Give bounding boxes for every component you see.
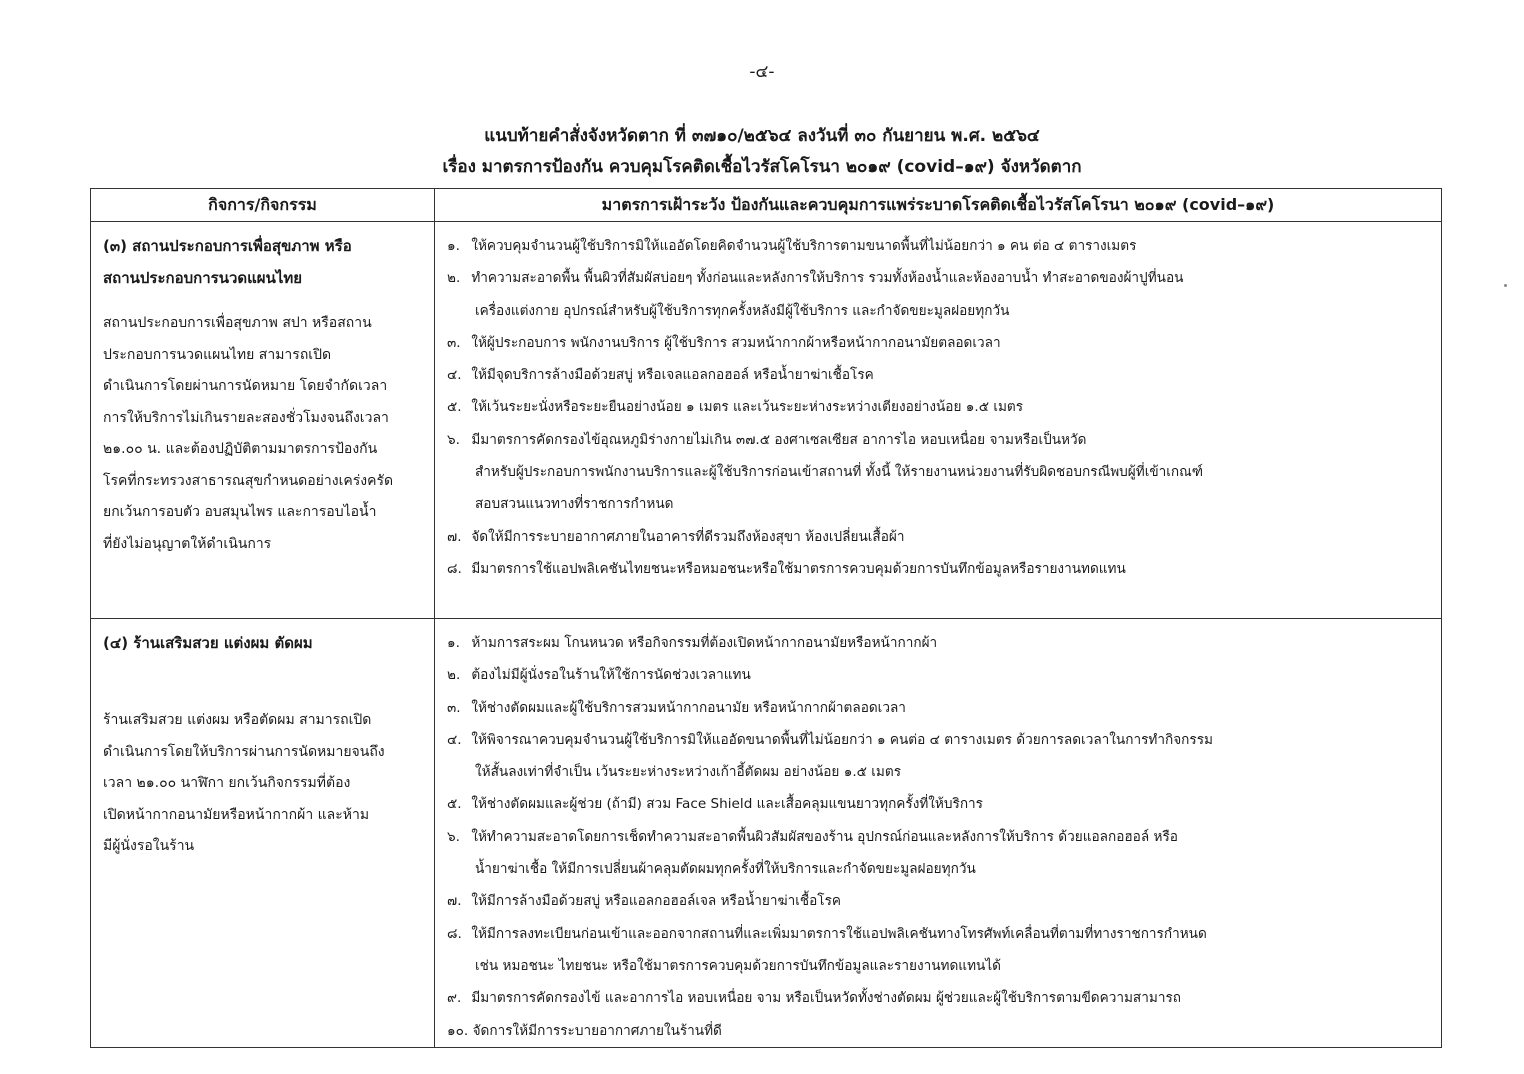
measures-cell [435, 619, 1442, 1048]
item-text: ทำความสะอาดพื้น พื้นผิวที่สัมผัสบ่อยๆ ทั้งก่อนและหลังการให้บริการ รวมทั้งห้องน้ำและห้องอาบน้ำ ทำสะอาดของผ้าปูที่นอน [471, 270, 1184, 287]
item-continuation: ให้สั้นลงเท่าที่จำเป็น เว้นระยะห่างระหว่างเก้าอี้ตัดผม อย่างน้อย ๑.๕ เมตร [475, 764, 901, 781]
activity-cell [91, 222, 435, 619]
item-continuation: น้ำยาฆ่าเชื้อ ให้มีการเปลี่ยนผ้าคลุมตัดผมทุกครั้งที่ให้บริการและกำจัดขยะมูลฝอยทุกวัน [475, 861, 976, 878]
item-number: ๖. [447, 431, 460, 448]
measures-cell [435, 222, 1442, 619]
measure-item [439, 821, 1437, 886]
scan-speck [1504, 284, 1507, 287]
table-header-row [91, 189, 1442, 222]
item-number: ๑๐. [447, 1022, 469, 1039]
description-line: เวลา ๒๑.๐๐ นาฬิกา ยกเว้นกิจกรรมที่ต้อง [103, 775, 351, 791]
item-text: มีมาตรการคัดกรองไข้อุณหภูมิร่างกายไม่เกิน ๓๗.๕ องศาเซลเซียส อาการไอ หอบเหนื่อย จามหรือเป็นหวัด [471, 431, 1087, 448]
measure-item [439, 327, 1437, 359]
measure-item [439, 627, 1437, 659]
item-number: ๙. [447, 990, 462, 1007]
description-line: สถานประกอบการเพื่อสุขภาพ สปา หรือสถาน [103, 315, 372, 331]
description-line: ดำเนินการโดยผ่านการนัดหมาย โดยจำกัดเวลา [103, 378, 388, 394]
measure-item [439, 391, 1437, 423]
measure-item [439, 230, 1437, 262]
item-text: ให้เว้นระยะนั่งหรือระยะยืนอย่างน้อย ๑ เมตร และเว้นระยะห่างระหว่างเตียงอย่างน้อย ๑.๕ เมตร [471, 399, 1024, 416]
measure-item [439, 262, 1437, 327]
item-number: ๑. [447, 238, 460, 254]
item-continuation: เช่น หมอชนะ ไทยชนะ หรือใช้มาตรการควบคุมด้วยการบันทึกข้อมูลและรายงานทดแทนได้ [475, 957, 1001, 974]
measure-item [439, 788, 1437, 820]
activity-title: สถานประกอบการนวดแผนไทย [103, 269, 303, 287]
description-line: มีผู้นั่งรอในร้าน [103, 838, 195, 854]
item-text: จัดให้มีการระบายอากาศภายในอาคารที่ดีรวมถึงห้องสุขา ห้องเปลี่ยนเสื้อผ้า [471, 528, 905, 545]
item-number: ๕. [447, 796, 462, 813]
item-number: ๘. [447, 925, 462, 942]
item-continuation: สอบสวนแนวทางที่ราชการกำหนด [475, 496, 674, 513]
measure-item [439, 692, 1437, 724]
measure-item [439, 359, 1437, 391]
description-line: ๒๑.๐๐ น. และต้องปฏิบัติตามมาตรการป้องกัน [103, 441, 378, 457]
measure-item [439, 982, 1437, 1014]
item-number: ๒. [447, 270, 461, 287]
item-text: ให้มีการลงทะเบียนก่อนเข้าและออกจากสถานที่และเพิ่มมาตรการใช้แอปพลิเคชันทางโทรศัพท์เคลื่อนที่ตามที่ทางราชการกำหนด [471, 925, 1207, 942]
activity-cell [91, 619, 435, 1048]
description-line: โรคที่กระทรวงสาธารณสุขกำหนดอย่างเคร่งครัด [103, 472, 394, 489]
item-number: ๑. [447, 635, 460, 651]
item-text: มีมาตรการใช้แอปพลิเคชันไทยชนะหรือหมอชนะหรือใช้มาตรการควบคุมด้วยการบันทึกข้อมูลหรือรายงานทดแทน [471, 560, 1126, 577]
header-measures: มาตรการเฝ้าระวัง ป้องกันและควบคุมการแพร่ระบาดโรคติดเชื้อไวรัสโคโรนา ๒๐๑๙ (covid–๑๙) [435, 189, 1442, 222]
measure-item [439, 1015, 1437, 1047]
table-row [91, 619, 1442, 1048]
item-text: ให้มีการล้างมือด้วยสบู่ หรือแอลกอฮอล์เจล หรือน้ำยาฆ่าเชื้อโรค [471, 893, 841, 910]
activity-title: (๔) ร้านเสริมสวย แต่งผม ตัดผม [103, 634, 313, 652]
measure-item [439, 659, 1437, 691]
document-subject: เรื่อง มาตรการป้องกัน ควบคุมโรคติดเชื้อไวรัสโคโรนา ๒๐๑๙ (covid–๑๙) จังหวัดตาก [442, 157, 1082, 177]
item-text: ให้ช่างตัดผมและผู้ใช้บริการสวมหน้ากากอนามัย หรือหน้ากากผ้าตลอดเวลา [471, 699, 906, 716]
item-number: ๗. [447, 528, 462, 545]
item-text: ให้ผู้ประกอบการ พนักงานบริการ ผู้ใช้บริการ สวมหน้ากากผ้าหรือหน้ากากอนามัยตลอดเวลา [471, 334, 1001, 351]
header-activity: กิจการ/กิจกรรม [91, 189, 435, 222]
activity-description [103, 705, 424, 863]
measure-item [439, 885, 1437, 917]
page-number: -๔- [749, 62, 775, 82]
item-number: ๓. [447, 699, 461, 716]
measure-item [439, 521, 1437, 553]
item-text: จัดการให้มีการระบายอากาศภายในร้านที่ดี [472, 1022, 722, 1039]
description-line: เปิดหน้ากากอนามัยหรือหน้ากากผ้า และห้าม [103, 806, 370, 823]
description-line: ดำเนินการโดยให้บริการผ่านการนัดหมายจนถึง [103, 743, 385, 760]
activity-description [103, 308, 424, 560]
table-row [91, 222, 1442, 619]
item-text: ให้ควบคุมจำนวนผู้ใช้บริการมิให้แออัดโดยคิดจำนวนผู้ใช้บริการตามขนาดพื้นที่ไม่น้อยกว่า ๑ คน ต่อ ๔ ตารางเมตร [471, 238, 1137, 254]
item-text: ห้ามการสระผม โกนหนวด หรือกิจกรรมที่ต้องเปิดหน้ากากอนามัยหรือหน้ากากผ้า [471, 635, 938, 651]
item-number: ๔. [447, 731, 462, 748]
description-line: ที่ยังไม่อนุญาตให้ดำเนินการ [103, 535, 272, 552]
measure-item [439, 918, 1437, 983]
measure-item [439, 724, 1437, 789]
item-text: มีมาตรการคัดกรองไข้ และอาการไอ หอบเหนื่อย จาม หรือเป็นหวัดทั้งช่างตัดผม ผู้ช่วยและผู้ใช้บริการตามขีดความสามารถ [471, 990, 1181, 1007]
item-text: ให้ทำความสะอาดโดยการเช็ดทำความสะอาดพื้นผิวสัมผัสของร้าน อุปกรณ์ก่อนและหลังการให้บริการ ด้วยแอลกอฮอล์ หรือ [471, 828, 1178, 845]
item-number: ๓. [447, 334, 461, 351]
document-title: แนบท้ายคำสั่งจังหวัดตาก ที่ ๓๗๑๐/๒๕๖๔ ลงวันที่ ๓๐ กันยายน พ.ศ. ๒๕๖๔ [484, 126, 1040, 146]
description-line: ร้านเสริมสวย แต่งผม หรือตัดผม สามารถเปิด [103, 712, 372, 728]
item-number: ๕. [447, 399, 462, 416]
description-line: ยกเว้นการอบตัว อบสมุนไพร และการอบไอน้ำ [103, 504, 377, 520]
description-line: การให้บริการไม่เกินรายละสองชั่วโมงจนถึงเวลา [103, 409, 389, 426]
item-number: ๔. [447, 367, 462, 384]
measures-table [90, 188, 1442, 1048]
item-number: ๗. [447, 893, 462, 910]
item-text: ให้พิจารณาควบคุมจำนวนผู้ใช้บริการมิให้แออัดขนาดพื้นที่ไม่น้อยกว่า ๑ คนต่อ ๔ ตารางเมตร ด้วยการลดเวลาในการทำกิจกรรม [471, 731, 1213, 748]
item-number: ๒. [447, 667, 461, 684]
item-continuation: สำหรับผู้ประกอบการพนักงานบริการและผู้ใช้บริการก่อนเข้าสถานที่ ทั้งนี้ ให้รายงานหน่วยงานที่รับผิดชอบกรณีพบผู้ที่เข้าเกณฑ์ [475, 464, 1204, 481]
measure-item [439, 424, 1437, 521]
item-text: ให้มีจุดบริการล้างมือด้วยสบู่ หรือเจลแอลกอฮอล์ หรือน้ำยาฆ่าเชื้อโรค [471, 367, 874, 384]
item-number: ๖. [447, 828, 460, 845]
activity-title: (๓) สถานประกอบการเพื่อสุขภาพ หรือ [103, 237, 352, 255]
description-line: ประกอบการนวดแผนไทย สามารถเปิด [103, 346, 332, 363]
item-number: ๘. [447, 560, 462, 577]
item-text: ต้องไม่มีผู้นั่งรอในร้านให้ใช้การนัดช่วงเวลาแทน [471, 667, 751, 684]
item-continuation: เครื่องแต่งกาย อุปกรณ์สำหรับผู้ใช้บริการทุกครั้งหลังมีผู้ใช้บริการ และกำจัดขยะมูลฝอยทุกวัน [475, 302, 1010, 319]
item-text: ให้ช่างตัดผมและผู้ช่วย (ถ้ามี) สวม Face Shield และเสื้อคลุมแขนยาวทุกครั้งที่ให้บริการ [471, 796, 983, 813]
measure-item [439, 553, 1437, 585]
